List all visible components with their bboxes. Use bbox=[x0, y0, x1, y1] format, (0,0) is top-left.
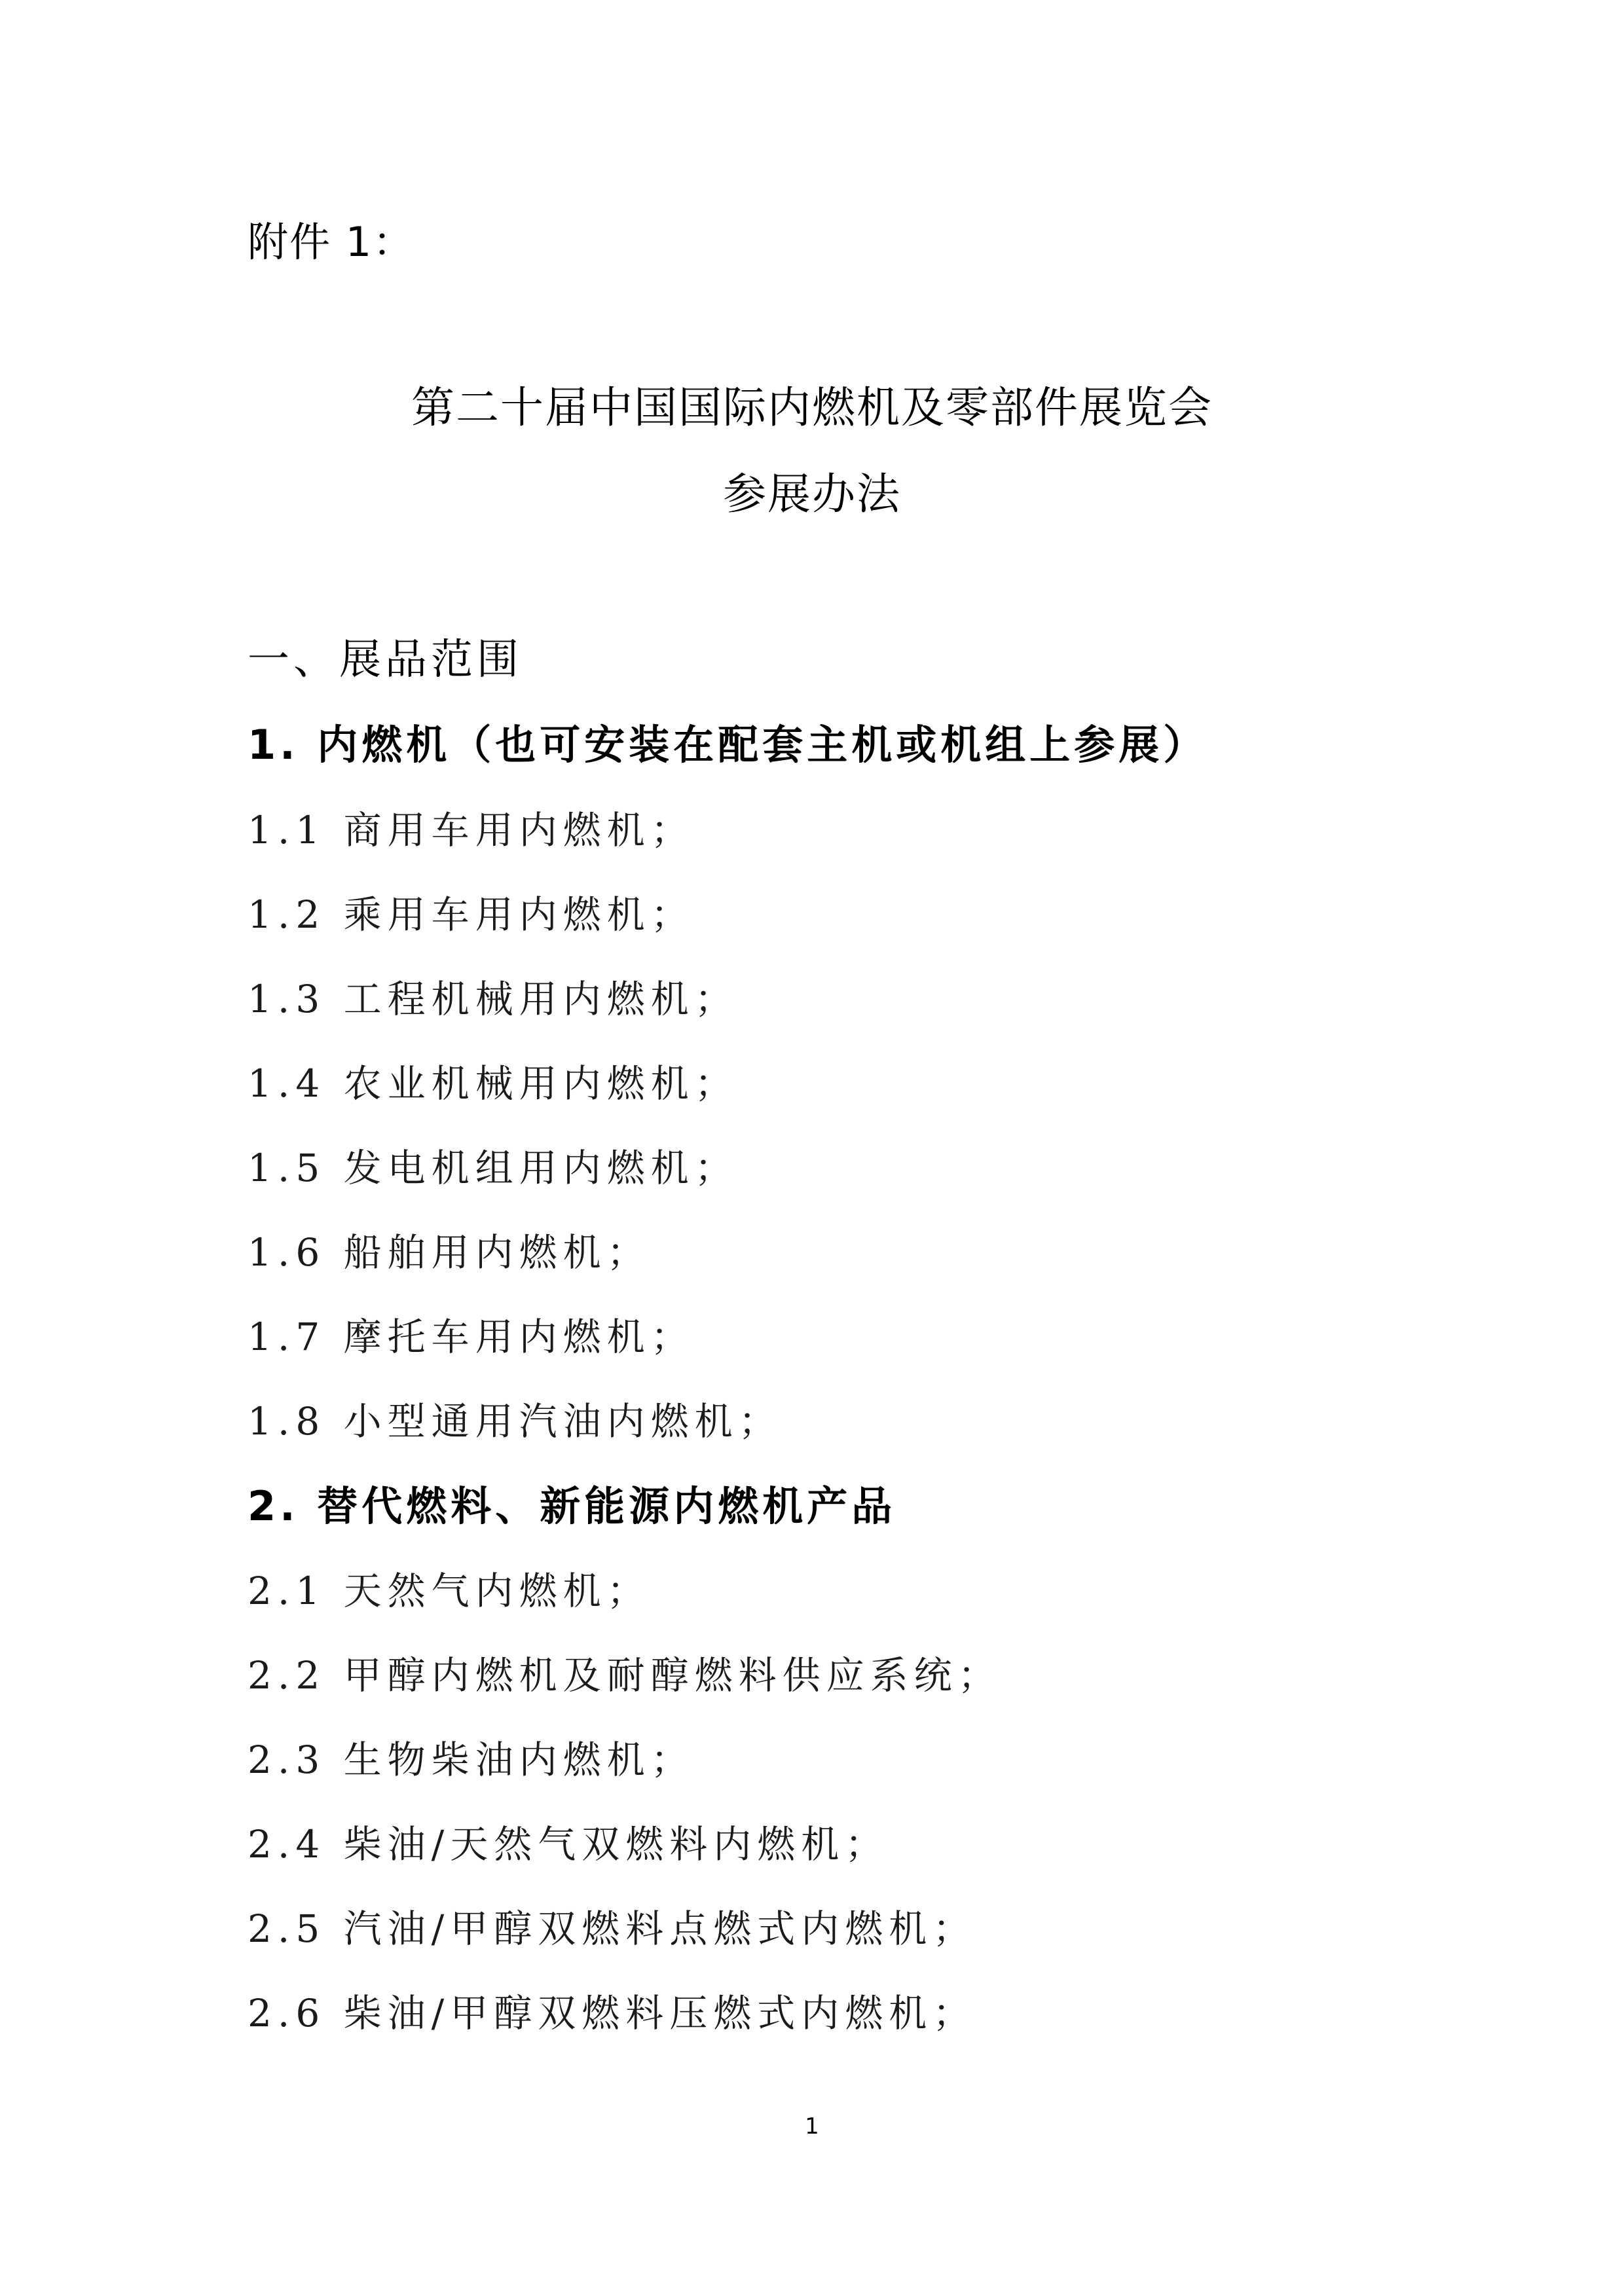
document-title: 第二十届中国国际内燃机及零部件展览会 bbox=[411, 382, 1213, 433]
list-item: 2.6 柴油/甲醇双燃料压燃式内燃机； bbox=[248, 1991, 977, 2035]
list-item: 1.2 乘用车用内燃机； bbox=[248, 892, 695, 937]
list-item: 2.1 天然气内燃机； bbox=[248, 1569, 651, 1613]
list-item: 1.4 农业机械用内燃机； bbox=[248, 1061, 739, 1106]
list-item: 2.2 甲醇内燃机及耐醇燃料供应系统； bbox=[248, 1653, 1002, 1698]
list-item: 1.7 摩托车用内燃机； bbox=[248, 1315, 695, 1359]
list-item: 1.6 船舶用内燃机； bbox=[248, 1230, 651, 1275]
group-heading-engines: 1. 内燃机（也可安装在配套主机或机组上参展） bbox=[248, 721, 1208, 769]
list-item: 2.4 柴油/天然气双燃料内燃机； bbox=[248, 1822, 889, 1867]
list-item: 1.1 商用车用内燃机； bbox=[248, 808, 695, 852]
document-subtitle: 参展办法 bbox=[723, 469, 901, 519]
list-item: 2.5 汽油/甲醇双燃料点燃式内燃机； bbox=[248, 1906, 977, 1951]
section-heading-exhibit-scope: 一、展品范围 bbox=[248, 636, 523, 684]
list-item: 1.5 发电机组用内燃机； bbox=[248, 1146, 739, 1190]
list-item: 1.8 小型通用汽油内燃机； bbox=[248, 1399, 783, 1444]
attachment-label: 附件 1： bbox=[248, 218, 415, 266]
list-item: 1.3 工程机械用内燃机； bbox=[248, 977, 739, 1021]
list-item: 2.3 生物柴油内燃机； bbox=[248, 1738, 695, 1782]
page-number: 1 bbox=[805, 2113, 819, 2140]
group-heading-alternative-fuels: 2. 替代燃料、新能源内燃机产品 bbox=[248, 1482, 896, 1530]
